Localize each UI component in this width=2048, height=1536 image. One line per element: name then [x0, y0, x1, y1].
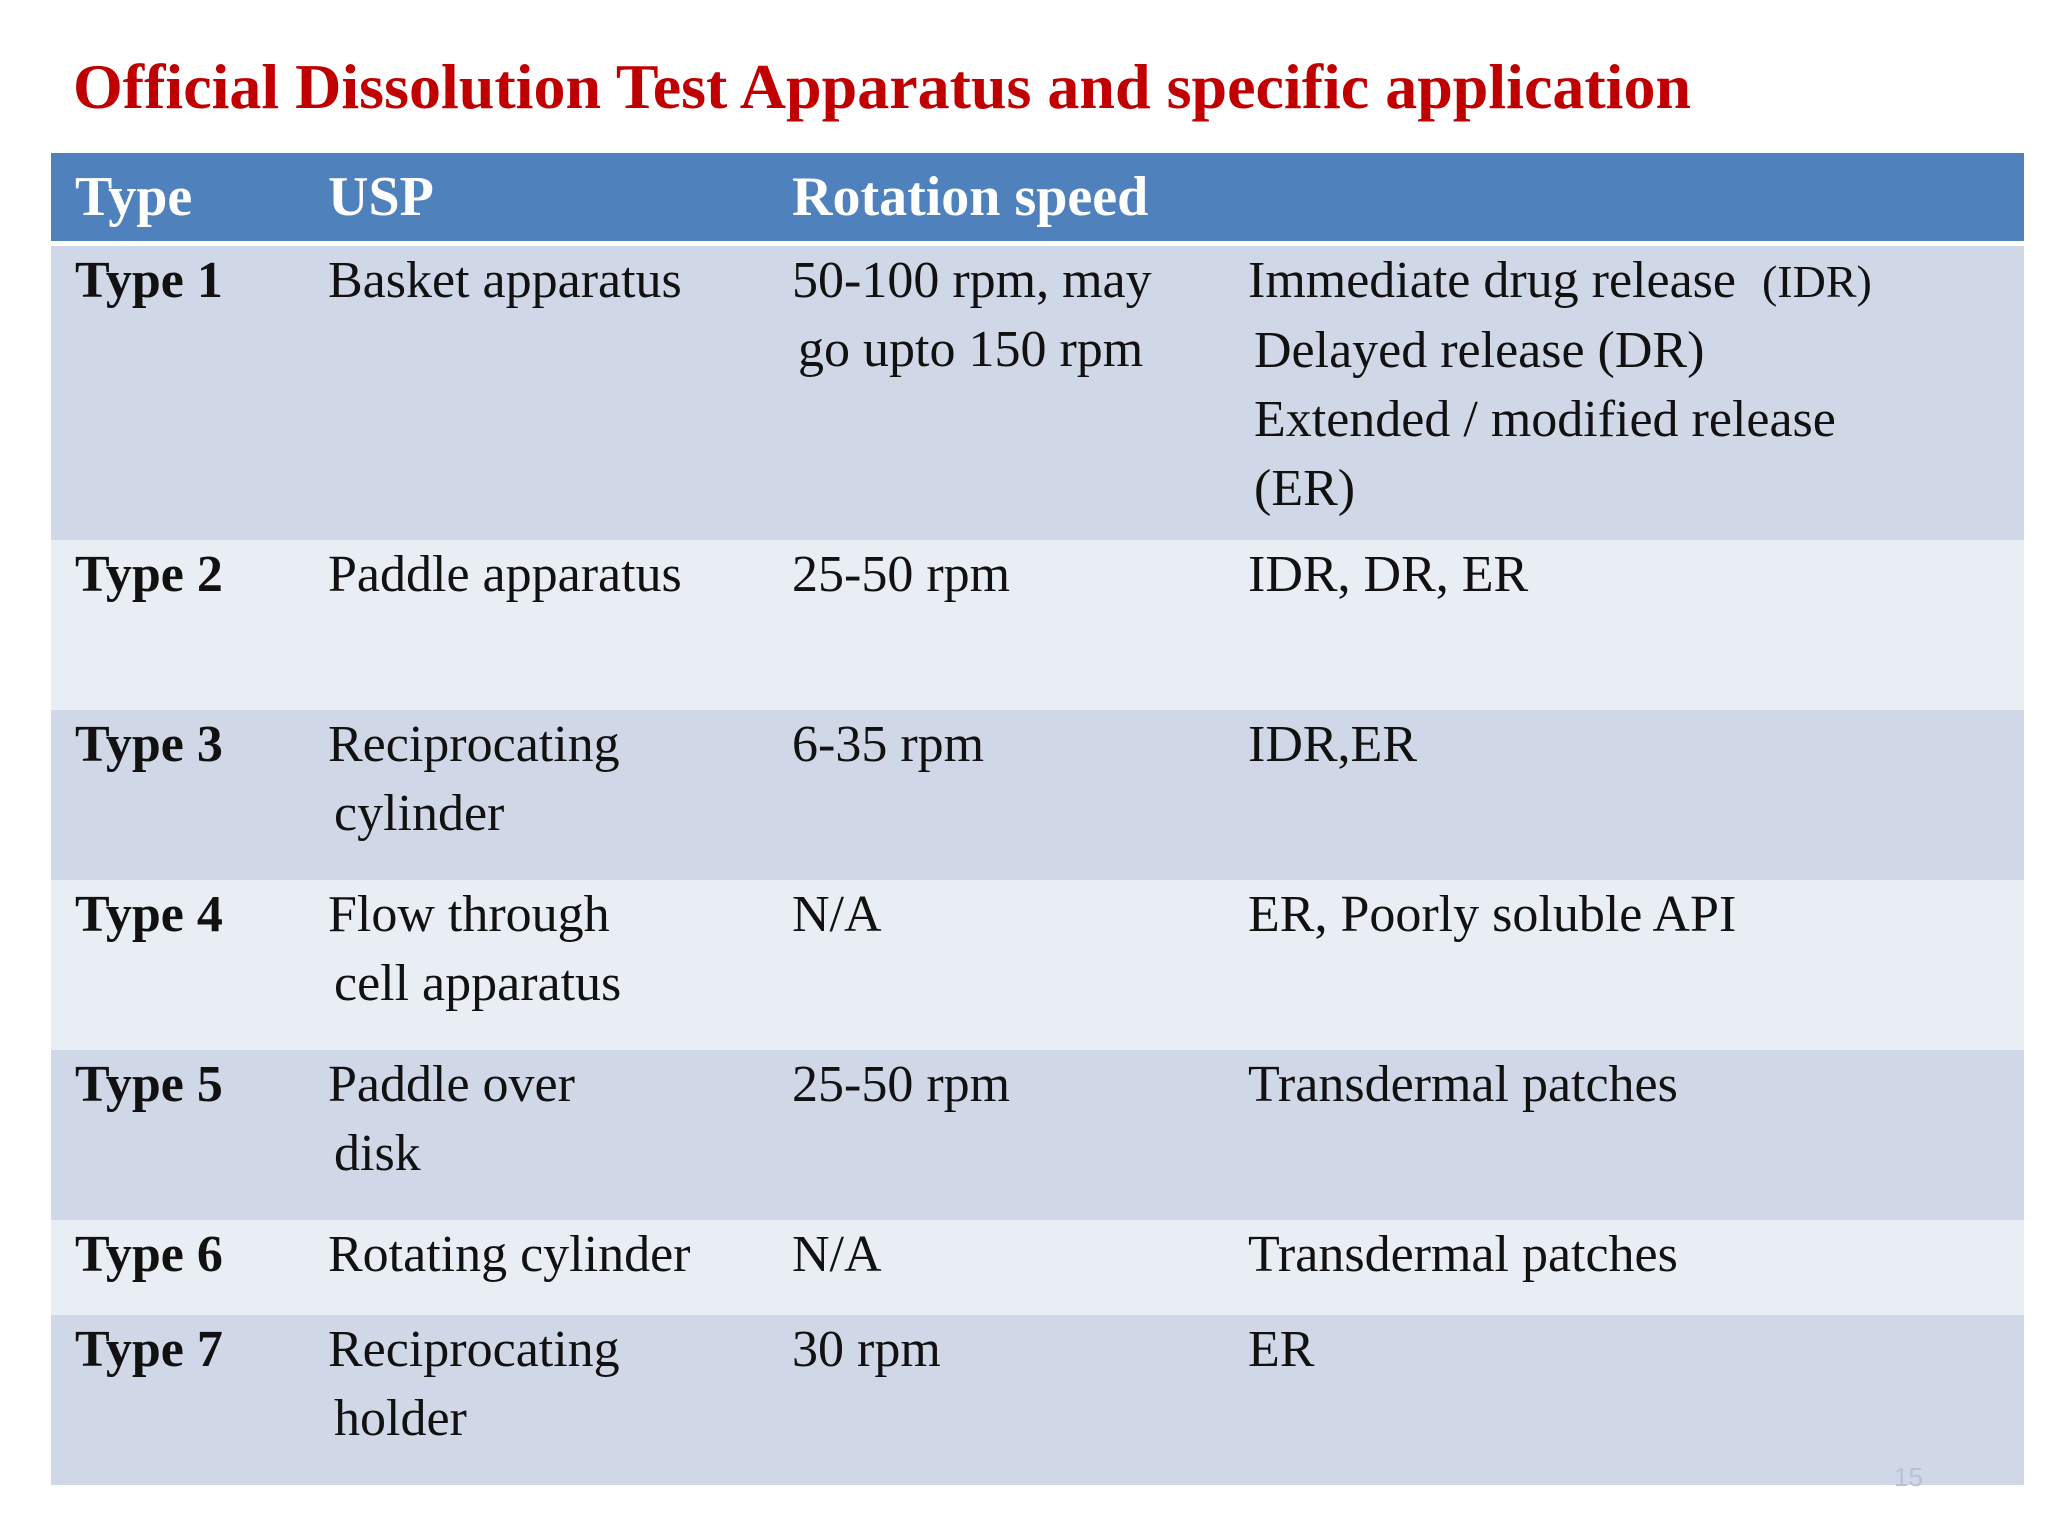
usp-line: Reciprocating: [328, 1321, 620, 1378]
usp-cell: [328, 1050, 575, 1188]
application-line: IDR, DR, ER: [1248, 546, 1529, 603]
usp-cell: [328, 540, 682, 609]
usp-cell: [328, 246, 682, 315]
speed-line: go upto 150 rpm: [798, 321, 1144, 378]
table-row: [51, 1050, 2024, 1220]
speed-line: 6-35 rpm: [792, 716, 985, 773]
application-line: ER, Poorly soluble API: [1248, 886, 1737, 943]
speed-cell: [792, 880, 882, 949]
page-number: 15: [1894, 1462, 1923, 1492]
usp-cell: [328, 880, 621, 1018]
application-abbrev: (IDR): [1761, 256, 1872, 307]
application-cell: [1248, 1050, 1678, 1119]
application-line: [1248, 246, 1872, 316]
table-row: [51, 1220, 2024, 1315]
usp-line: cell apparatus: [334, 955, 622, 1012]
application-cell: [1248, 880, 1736, 949]
table-row: [51, 710, 2024, 880]
header-usp: USP: [328, 166, 434, 228]
usp-line: Reciprocating: [328, 716, 620, 773]
speed-cell: [792, 246, 1152, 384]
application-line: Delayed release (DR): [1254, 322, 1705, 379]
type-cell: Type 2: [75, 546, 223, 603]
type-cell: Type 3: [75, 716, 223, 773]
table-row: [51, 880, 2024, 1050]
type-cell: Type 1: [75, 252, 223, 309]
application-line: Transdermal patches: [1248, 1056, 1678, 1113]
speed-cell: [792, 1315, 941, 1384]
application-cell: [1248, 1220, 1678, 1289]
type-cell: Type 6: [75, 1226, 223, 1283]
application-cell: [1248, 246, 1872, 523]
application-line: ER: [1248, 1321, 1315, 1378]
speed-cell: [792, 1050, 1010, 1119]
slide-title: Official Dissolution Test Apparatus and specific application: [73, 51, 1692, 122]
application-line: IDR,ER: [1248, 716, 1417, 773]
usp-line: Paddle over: [328, 1056, 575, 1113]
usp-cell: [328, 1315, 620, 1453]
type-cell: Type 4: [75, 886, 223, 943]
usp-line: Flow through: [328, 886, 610, 943]
application-cell: [1248, 1315, 1314, 1384]
usp-line: Basket apparatus: [328, 252, 682, 309]
speed-line: 50-100 rpm, may: [792, 252, 1152, 309]
application-text: Immediate drug release: [1248, 252, 1736, 309]
application-line: (ER): [1254, 460, 1356, 517]
application-cell: [1248, 540, 1528, 609]
speed-line: 30 rpm: [792, 1321, 941, 1378]
table-row: [51, 1315, 2024, 1485]
type-cell: Type 7: [75, 1321, 223, 1378]
speed-cell: [792, 540, 1010, 609]
header-rotation-speed: Rotation speed: [792, 166, 1149, 228]
speed-line: N/A: [792, 1226, 882, 1283]
usp-line: disk: [334, 1125, 421, 1182]
speed-line: 25-50 rpm: [792, 1056, 1011, 1113]
application-line: Extended / modified release: [1254, 391, 1836, 448]
type-cell: Type 5: [75, 1056, 223, 1113]
table-header-row: [51, 153, 2024, 246]
table-row: [51, 540, 2024, 710]
header-type: Type: [75, 166, 193, 228]
speed-line: 25-50 rpm: [792, 546, 1011, 603]
application-line: Transdermal patches: [1248, 1226, 1678, 1283]
dissolution-apparatus-table: [51, 153, 2024, 1485]
usp-line: Paddle apparatus: [328, 546, 682, 603]
usp-line: Rotating cylinder: [328, 1226, 691, 1283]
usp-cell: [328, 710, 620, 848]
application-cell: [1248, 710, 1417, 779]
usp-cell: [328, 1220, 690, 1289]
speed-line: N/A: [792, 886, 882, 943]
table-row: [51, 246, 2024, 540]
speed-cell: [792, 710, 984, 779]
usp-line: cylinder: [334, 785, 505, 842]
usp-line: holder: [334, 1390, 467, 1447]
speed-cell: [792, 1220, 882, 1289]
